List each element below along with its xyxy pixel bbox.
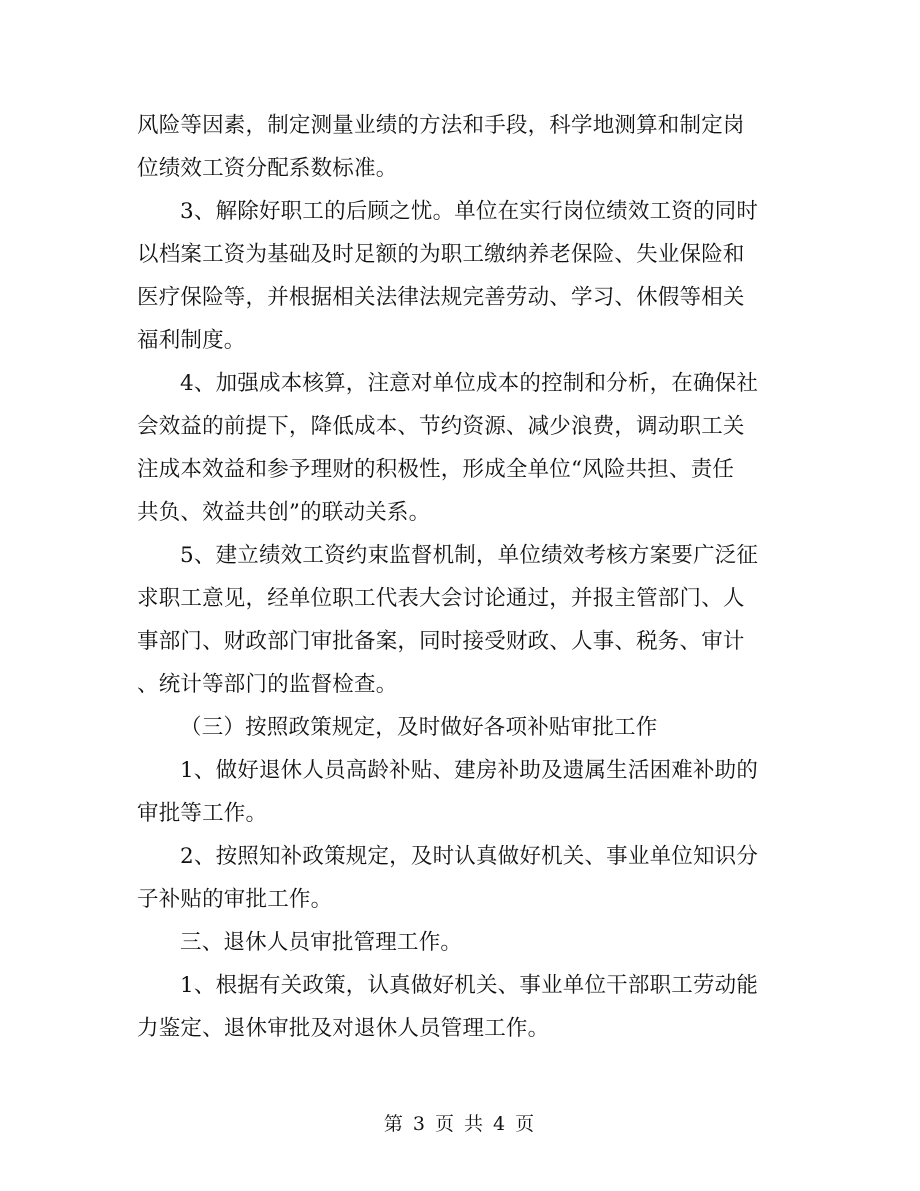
- text-line: 事部门、财政部门审批备案，同时接受财政、人事、税务、审计: [137, 629, 745, 654]
- text-line: 注成本效益和参予理财的积极性，形成全单位“风险共担、责任: [137, 457, 735, 482]
- document-body: [137, 104, 787, 1050]
- text-line: 2、按照知补政策规定，及时认真做好机关、事业单位知识分: [180, 844, 759, 869]
- text-line: 4、加强成本核算，注意对单位成本的控制和分析，在确保社: [180, 371, 759, 396]
- text-line: 以档案工资为基础及时足额的为职工缴纳养老保险、失业保险和: [137, 242, 745, 267]
- text-line: 风险等因素，制定测量业绩的方法和手段，科学地测算和制定岗: [137, 113, 745, 138]
- text-line: 共负、效益共创”的联动关系。: [137, 500, 431, 525]
- text-line: 审批等工作。: [137, 801, 268, 826]
- text-line: 医疗保险等，并根据相关法律法规完善劳动、学习、休假等相关: [137, 285, 745, 310]
- text-line: 1、根据有关政策，认真做好机关、事业单位干部职工劳动能: [180, 973, 759, 998]
- text-line: 1、做好退休人员高龄补贴、建房补助及遗属生活困难补助的: [180, 758, 759, 783]
- text-line: 福利制度。: [137, 328, 246, 353]
- text-line: 位绩效工资分配系数标准。: [137, 156, 398, 181]
- text-line: 3、解除好职工的后顾之忧。单位在实行岗位绩效工资的同时: [180, 199, 759, 224]
- text-line: 求职工意见，经单位职工代表大会讨论通过，并报主管部门、人: [137, 586, 745, 611]
- text-line: 5、建立绩效工资约束监督机制，单位绩效考核方案要广泛征: [180, 543, 759, 568]
- text-line: 子补贴的审批工作。: [137, 887, 333, 912]
- text-line: 、统计等部门的监督检查。: [137, 672, 398, 697]
- section-heading: （三）按照政策规定，及时做好各项补贴审批工作: [180, 715, 658, 740]
- text-line: 会效益的前提下，降低成本、节约资源、减少浪费，调动职工关: [137, 414, 745, 439]
- section-heading: 三、退休人员审批管理工作。: [180, 930, 463, 955]
- text-line: 力鉴定、退休审批及对退休人员管理工作。: [137, 1016, 550, 1041]
- page-number-footer: 第 3 页 共 4 页: [383, 1113, 537, 1135]
